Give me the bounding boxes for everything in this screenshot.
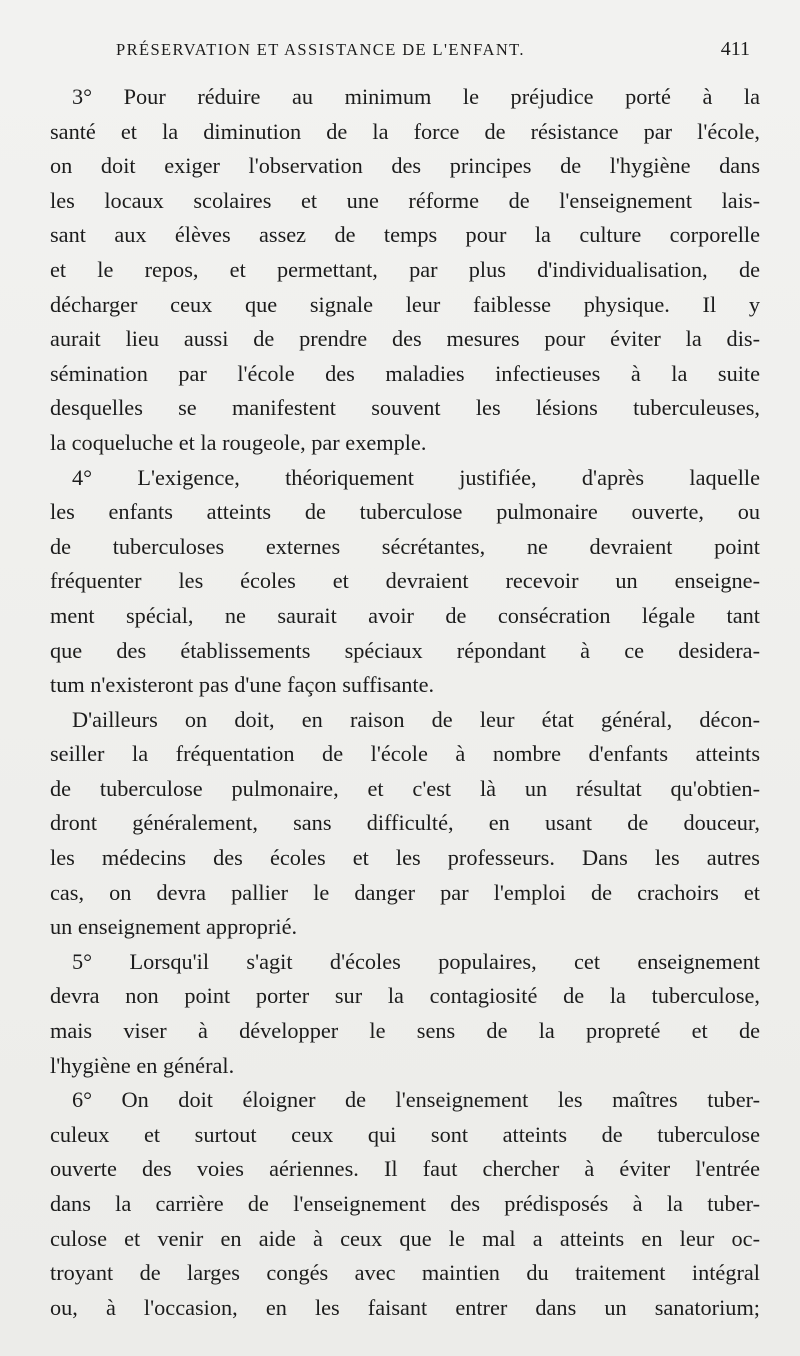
text-line: les locaux scolaires et une réforme de l'enseignement lais-: [50, 187, 760, 213]
text-line: on doit exiger l'observation des principes de l'hygiène dans: [50, 153, 760, 179]
text-line: troyant de larges congés avec maintien du traitement intégral: [50, 1260, 760, 1286]
text-line: de tuberculoses externes sécrétantes, ne devraient point: [50, 533, 760, 559]
text-line: 6° On doit éloigner de l'enseignement les maîtres tuber-: [72, 1087, 760, 1113]
text-line: ou, à l'occasion, en les faisant entrer dans un sanatorium;: [50, 1294, 760, 1320]
text-line: 4° L'exigence, théoriquement justifiée, d'après laquelle: [72, 464, 760, 490]
text-line: D'ailleurs on doit, en raison de leur état général, décon-: [72, 706, 760, 732]
text-line: de tuberculose pulmonaire, et c'est là un résultat qu'obtien-: [50, 775, 760, 801]
text-line: sant aux élèves assez de temps pour la culture corporelle: [50, 222, 760, 248]
paragraph-6: [50, 1083, 760, 1325]
paragraph-5: [50, 945, 760, 1083]
paragraph-ailleurs: [50, 703, 760, 945]
text-line: santé et la diminution de la force de résistance par l'école,: [50, 118, 760, 144]
paragraph-4: [50, 461, 760, 703]
text-line: ment spécial, ne saurait avoir de consécration légale tant: [50, 602, 760, 628]
text-line: que des établissements spéciaux répondant à ce desidera-: [50, 637, 760, 663]
running-title: PRÉSERVATION ET ASSISTANCE DE L'ENFANT.: [116, 40, 525, 59]
text-line: fréquenter les écoles et devraient recevoir un enseigne-: [50, 568, 760, 594]
text-line: sémination par l'école des maladies infectieuses à la suite: [50, 360, 760, 386]
text-line: ouverte des voies aériennes. Il faut chercher à éviter l'entrée: [50, 1156, 760, 1182]
text-line: desquelles se manifestent souvent les lésions tuberculeuses,: [50, 395, 760, 421]
text-line: la coqueluche et la rougeole, par exemple.: [50, 429, 427, 455]
text-line: devra non point porter sur la contagiosité de la tuberculose,: [50, 983, 760, 1009]
paragraph-3: [50, 80, 760, 461]
text-line: cas, on devra pallier le danger par l'emploi de crachoirs et: [50, 879, 760, 905]
text-line: un enseignement approprié.: [50, 914, 298, 940]
text-line: les enfants atteints de tuberculose pulmonaire ouverte, ou: [50, 499, 760, 525]
body-text: [50, 80, 760, 1325]
text-line: 3° Pour réduire au minimum le préjudice porté à la: [72, 84, 760, 109]
text-line: mais viser à développer le sens de la propreté et de: [50, 1018, 760, 1044]
text-line: culeux et surtout ceux qui sont atteints de tuberculose: [50, 1121, 760, 1147]
text-line: aurait lieu aussi de prendre des mesures pour éviter la dis-: [50, 326, 760, 352]
text-line: culose et venir en aide à ceux que le mal a atteints en leur oc-: [50, 1225, 760, 1251]
text-line: dans la carrière de l'enseignement des prédisposés à la tuber-: [50, 1191, 760, 1216]
running-head: [50, 38, 760, 74]
text-line: seiller la fréquentation de l'école à nombre d'enfants atteints: [50, 741, 760, 767]
text-line: décharger ceux que signale leur faiblesse physique. Il y: [50, 291, 760, 317]
text-line: 5° Lorsqu'il s'agit d'écoles populaires, cet enseignement: [72, 948, 760, 974]
text-line: les médecins des écoles et les professeurs. Dans les autres: [50, 845, 760, 871]
text-line: et le repos, et permettant, par plus d'individualisation, de: [50, 256, 760, 282]
page-number: 411: [720, 38, 750, 60]
text-line: tum n'existeront pas d'une façon suffisante.: [50, 672, 435, 698]
text-line: l'hygiène en général.: [50, 1052, 235, 1078]
text-line: dront généralement, sans difficulté, en usant de douceur,: [50, 810, 760, 836]
